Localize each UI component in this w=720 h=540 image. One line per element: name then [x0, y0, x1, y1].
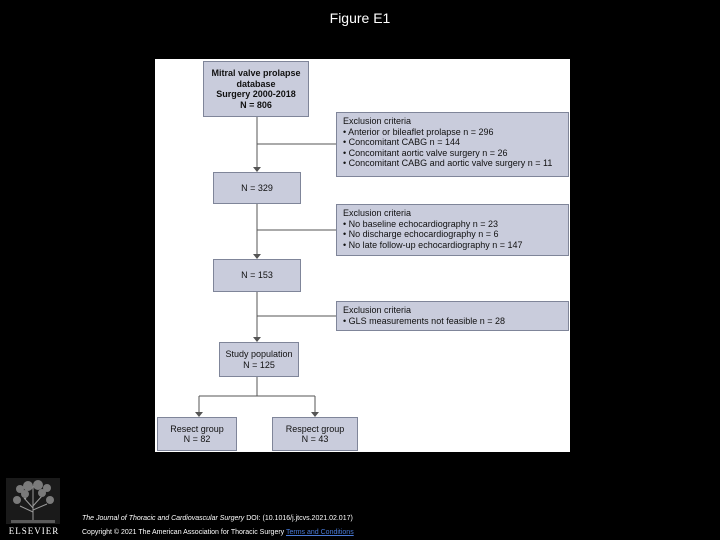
flowchart-figure: [155, 59, 570, 452]
footer-doi: DOI: (10.1016/j.jtcvs.2021.02.017): [244, 515, 353, 522]
study-population-line-1: Study population: [225, 349, 293, 359]
exclusion-1-item: • Anterior or bileaflet prolapse n = 296: [343, 126, 494, 137]
exclusion-box-3: [336, 301, 569, 331]
exclusion-3-title: Exclusion criteria: [343, 305, 412, 315]
exclusion-2-title: Exclusion criteria: [343, 208, 412, 218]
n-329-label: N = 329: [241, 182, 273, 193]
footer-copyright: Copyright © 2021 The American Association for Thoracic Surgery: [82, 529, 285, 536]
n-329-box: [213, 172, 301, 204]
elsevier-wordmark: ELSEVIER: [8, 526, 60, 536]
exclusion-2-item: • No baseline echocardiography n = 23: [343, 218, 499, 229]
study-population-line-2: N = 125: [243, 359, 275, 370]
exclusion-1-item: • Concomitant CABG n = 144: [343, 137, 460, 147]
resect-group-line-1: Resect group: [170, 423, 224, 434]
database-line-1: Mitral valve prolapse: [211, 68, 301, 78]
database-line-3: Surgery 2000-2018: [216, 89, 296, 99]
respect-group-line-2: N = 43: [301, 434, 329, 444]
study-population-box: [219, 342, 299, 377]
footer-citation: [82, 515, 353, 522]
database-box: [203, 61, 309, 117]
footer-copyright-line: [82, 529, 354, 536]
resect-group-box: [157, 417, 237, 451]
slide-title: Figure E1: [329, 10, 391, 26]
exclusion-box-1: [336, 112, 569, 177]
database-line-4: N = 806: [240, 99, 272, 110]
resect-group-line-2: N = 82: [183, 434, 211, 444]
exclusion-1-item: • Concomitant CABG and aortic valve surgery n = 11: [343, 158, 553, 168]
exclusion-box-2: [336, 204, 569, 256]
footer-journal: The Journal of Thoracic and Cardiovascular Surgery: [82, 515, 245, 522]
n-153-label: N = 153: [241, 270, 273, 281]
n-153-box: [213, 259, 301, 292]
database-line-2: database: [236, 78, 276, 89]
exclusion-1-title: Exclusion criteria: [343, 116, 412, 126]
respect-group-line-1: Respect group: [285, 423, 345, 434]
exclusion-1-item: • Concomitant aortic valve surgery n = 26: [343, 147, 508, 158]
exclusion-2-item: • No late follow-up echocardiography n = 147: [343, 239, 523, 250]
terms-and-conditions-link[interactable]: Terms and Conditions: [286, 529, 354, 536]
exclusion-2-item: • No discharge echocardiography n = 6: [343, 229, 499, 239]
respect-group-box: [272, 417, 358, 451]
exclusion-3-item: • GLS measurements not feasible n = 28: [343, 315, 505, 326]
